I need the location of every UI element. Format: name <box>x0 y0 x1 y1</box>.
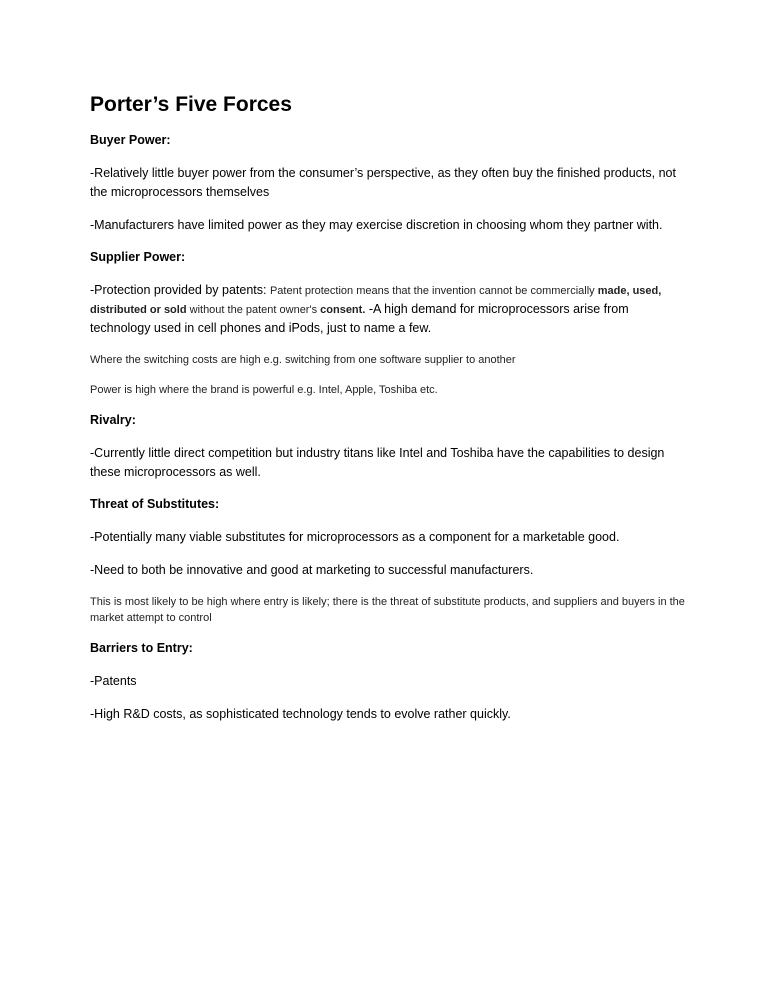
threat-of-substitutes-heading: Threat of Substitutes: <box>90 497 220 511</box>
page-title: Porter’s Five Forces <box>90 93 292 116</box>
substitutes-paragraph-2: -Need to both be innovative and good at marketing to successful manufacturers. <box>90 563 534 577</box>
document-page <box>90 92 690 738</box>
supplier-power-lead: -Protection provided by patents: <box>90 283 270 297</box>
rivalry-heading: Rivalry: <box>90 413 136 427</box>
buyer-power-heading: Buyer Power: <box>90 133 171 147</box>
rivalry-paragraph-1: -Currently little direct competition but industry titans like Intel and Toshiba have the capabilities to design these microprocessors as well. <box>90 446 665 479</box>
patent-definition-text-b: without the patent owner's <box>186 304 321 316</box>
barriers-paragraph-2: -High R&D costs, as sophisticated technology tends to evolve rather quickly. <box>90 707 511 721</box>
buyer-power-paragraph-1: -Relatively little buyer power from the consumer’s perspective, as they often buy the finished products, not the microprocessors themselves <box>90 166 676 199</box>
substitutes-paragraph-3: This is most likely to be high where entry is likely; there is the threat of substitute products, and suppliers and buyers in the market attempt to control <box>90 596 685 624</box>
supplier-power-paragraph-1 <box>90 281 690 338</box>
patent-definition-text-a: Patent protection means that the invention cannot be commercially <box>269 285 598 297</box>
buyer-power-paragraph-2: -Manufacturers have limited power as they may exercise discretion in choosing whom they partner with. <box>90 218 663 232</box>
patent-definition-bold-b: consent. <box>320 304 366 316</box>
supplier-power-tail: -A high demand for microprocessors arise from technology used in cell phones and iPods, just to name a few. <box>90 302 629 335</box>
supplier-power-paragraph-3: Power is high where the brand is powerful e.g. Intel, Apple, Toshiba etc. <box>90 384 438 396</box>
barriers-to-entry-heading: Barriers to Entry: <box>90 641 193 655</box>
substitutes-paragraph-1: -Potentially many viable substitutes for microprocessors as a component for a marketable good. <box>90 530 620 544</box>
supplier-power-paragraph-2: Where the switching costs are high e.g. switching from one software supplier to another <box>90 354 516 366</box>
barriers-paragraph-1: -Patents <box>90 674 137 688</box>
supplier-power-heading: Supplier Power: <box>90 250 186 264</box>
patent-definition-bold-a: made, used, distributed or sold <box>90 285 662 316</box>
